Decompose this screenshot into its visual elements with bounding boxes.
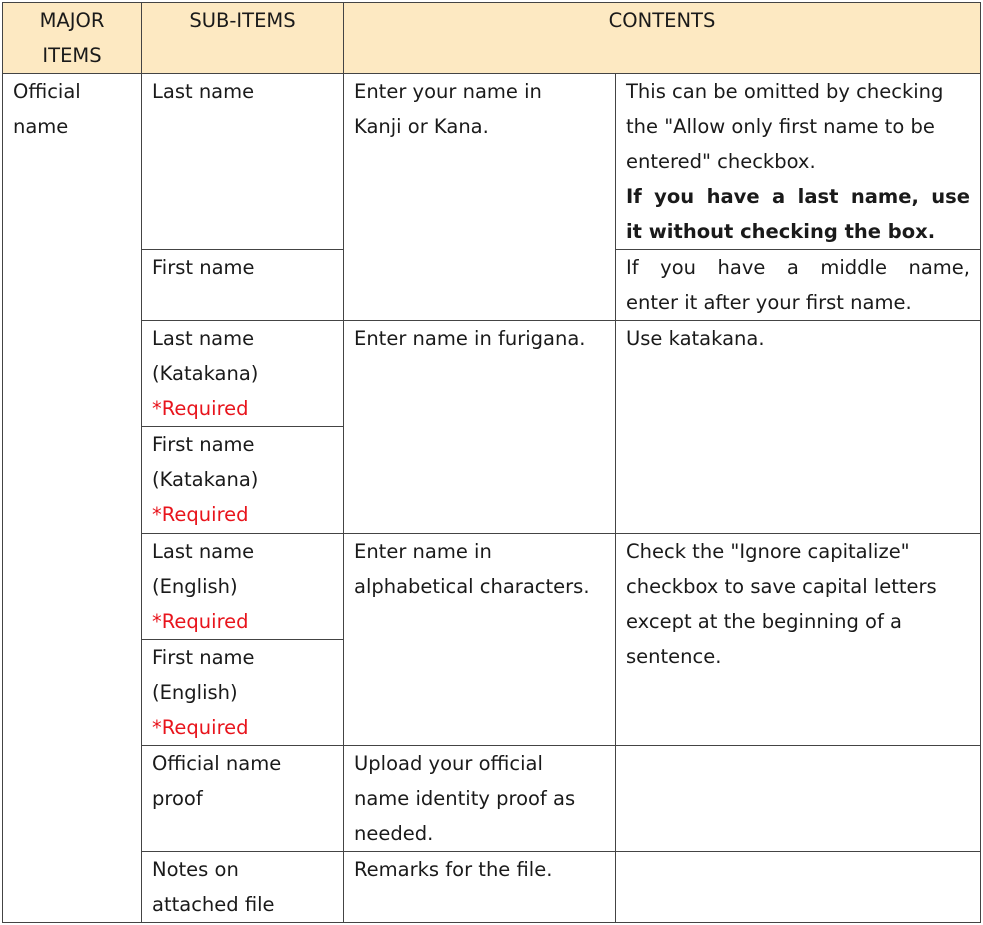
sub-item-line-2: proof [152, 787, 203, 810]
required-marker: *Required [152, 503, 249, 526]
description-line-1: Upload your official [354, 752, 543, 775]
note-line-1: If you have a middle name, [626, 256, 971, 279]
description-katakana [344, 321, 616, 534]
note-katakana [616, 321, 981, 534]
sub-item-notes-attached-file [142, 852, 344, 923]
description-line-2: Kanji or Kana. [354, 115, 489, 138]
description-line-1: Remarks for the file. [354, 858, 553, 881]
description-line-1: Enter your name in [354, 80, 542, 103]
table-row-last-name-katakana [3, 321, 981, 427]
sub-item-label: Last name [152, 80, 255, 103]
sub-item-line-2: (Katakana) [152, 362, 259, 385]
note-line-1: Use katakana. [626, 327, 765, 350]
header-major-items-line-2: ITEMS [42, 44, 102, 67]
description-english [344, 534, 616, 746]
header-contents [344, 3, 981, 74]
sub-item-line-1: First name [152, 433, 255, 456]
table-row-last-name [3, 74, 981, 250]
sub-item-last-name-english [142, 534, 344, 640]
sub-item-first-name [142, 250, 344, 321]
required-marker: *Required [152, 610, 249, 633]
description-line-3: needed. [354, 822, 434, 845]
sub-item-line-1: Last name [152, 540, 255, 563]
note-last-name [616, 74, 981, 250]
description-notes-attached-file [344, 852, 616, 923]
note-bold-line-1: If you have a last name, use [626, 185, 971, 208]
sub-item-line-2: attached file [152, 893, 275, 916]
major-item-official-name [3, 74, 142, 923]
sub-item-last-name [142, 74, 344, 250]
header-sub-items [142, 3, 344, 74]
major-item-line-2: name [13, 115, 69, 138]
note-line-2: the "Allow only first name to be [626, 115, 935, 138]
note-line-2: enter it after your first name. [626, 291, 912, 314]
header-major-items [3, 3, 142, 74]
description-official-name-proof [344, 746, 616, 852]
note-official-name-proof [616, 746, 981, 852]
sub-item-first-name-katakana [142, 427, 344, 534]
description-line-1: Enter name in [354, 540, 492, 563]
table-row-last-name-english [3, 534, 981, 640]
note-line-3: except at the beginning of a [626, 610, 902, 633]
sub-item-line-1: Notes on [152, 858, 239, 881]
official-name-table [2, 2, 981, 923]
table-row-official-name-proof [3, 746, 981, 852]
description-line-2: alphabetical characters. [354, 575, 590, 598]
sub-item-last-name-katakana [142, 321, 344, 427]
note-english [616, 534, 981, 746]
sub-item-line-1: Last name [152, 327, 255, 350]
header-sub-items-label: SUB-ITEMS [189, 9, 296, 32]
note-line-4: sentence. [626, 645, 722, 668]
header-contents-label: CONTENTS [608, 9, 716, 32]
sub-item-label: First name [152, 256, 255, 279]
description-name-kanji [344, 74, 616, 321]
major-item-line-1: Official [13, 80, 81, 103]
note-notes-attached-file [616, 852, 981, 923]
sub-item-official-name-proof [142, 746, 344, 852]
required-marker: *Required [152, 397, 249, 420]
description-line-1: Enter name in furigana. [354, 327, 586, 350]
sub-item-line-2: (English) [152, 681, 238, 704]
note-line-2: checkbox to save capital letters [626, 575, 937, 598]
note-line-3: entered" checkbox. [626, 150, 816, 173]
note-line-1: Check the "Ignore capitalize" [626, 540, 910, 563]
sub-item-line-1: First name [152, 646, 255, 669]
header-row [3, 3, 981, 74]
table-row-notes-attached-file [3, 852, 981, 923]
sub-item-first-name-english [142, 640, 344, 746]
required-marker: *Required [152, 716, 249, 739]
note-bold-line-2: it without checking the box. [626, 220, 936, 243]
description-line-2: name identity proof as [354, 787, 576, 810]
note-line-1: This can be omitted by checking [626, 80, 944, 103]
sub-item-line-2: (Katakana) [152, 468, 259, 491]
header-major-items-line-1: MAJOR [39, 9, 105, 32]
note-first-name [616, 250, 981, 321]
sub-item-line-2: (English) [152, 575, 238, 598]
sub-item-line-1: Official name [152, 752, 282, 775]
